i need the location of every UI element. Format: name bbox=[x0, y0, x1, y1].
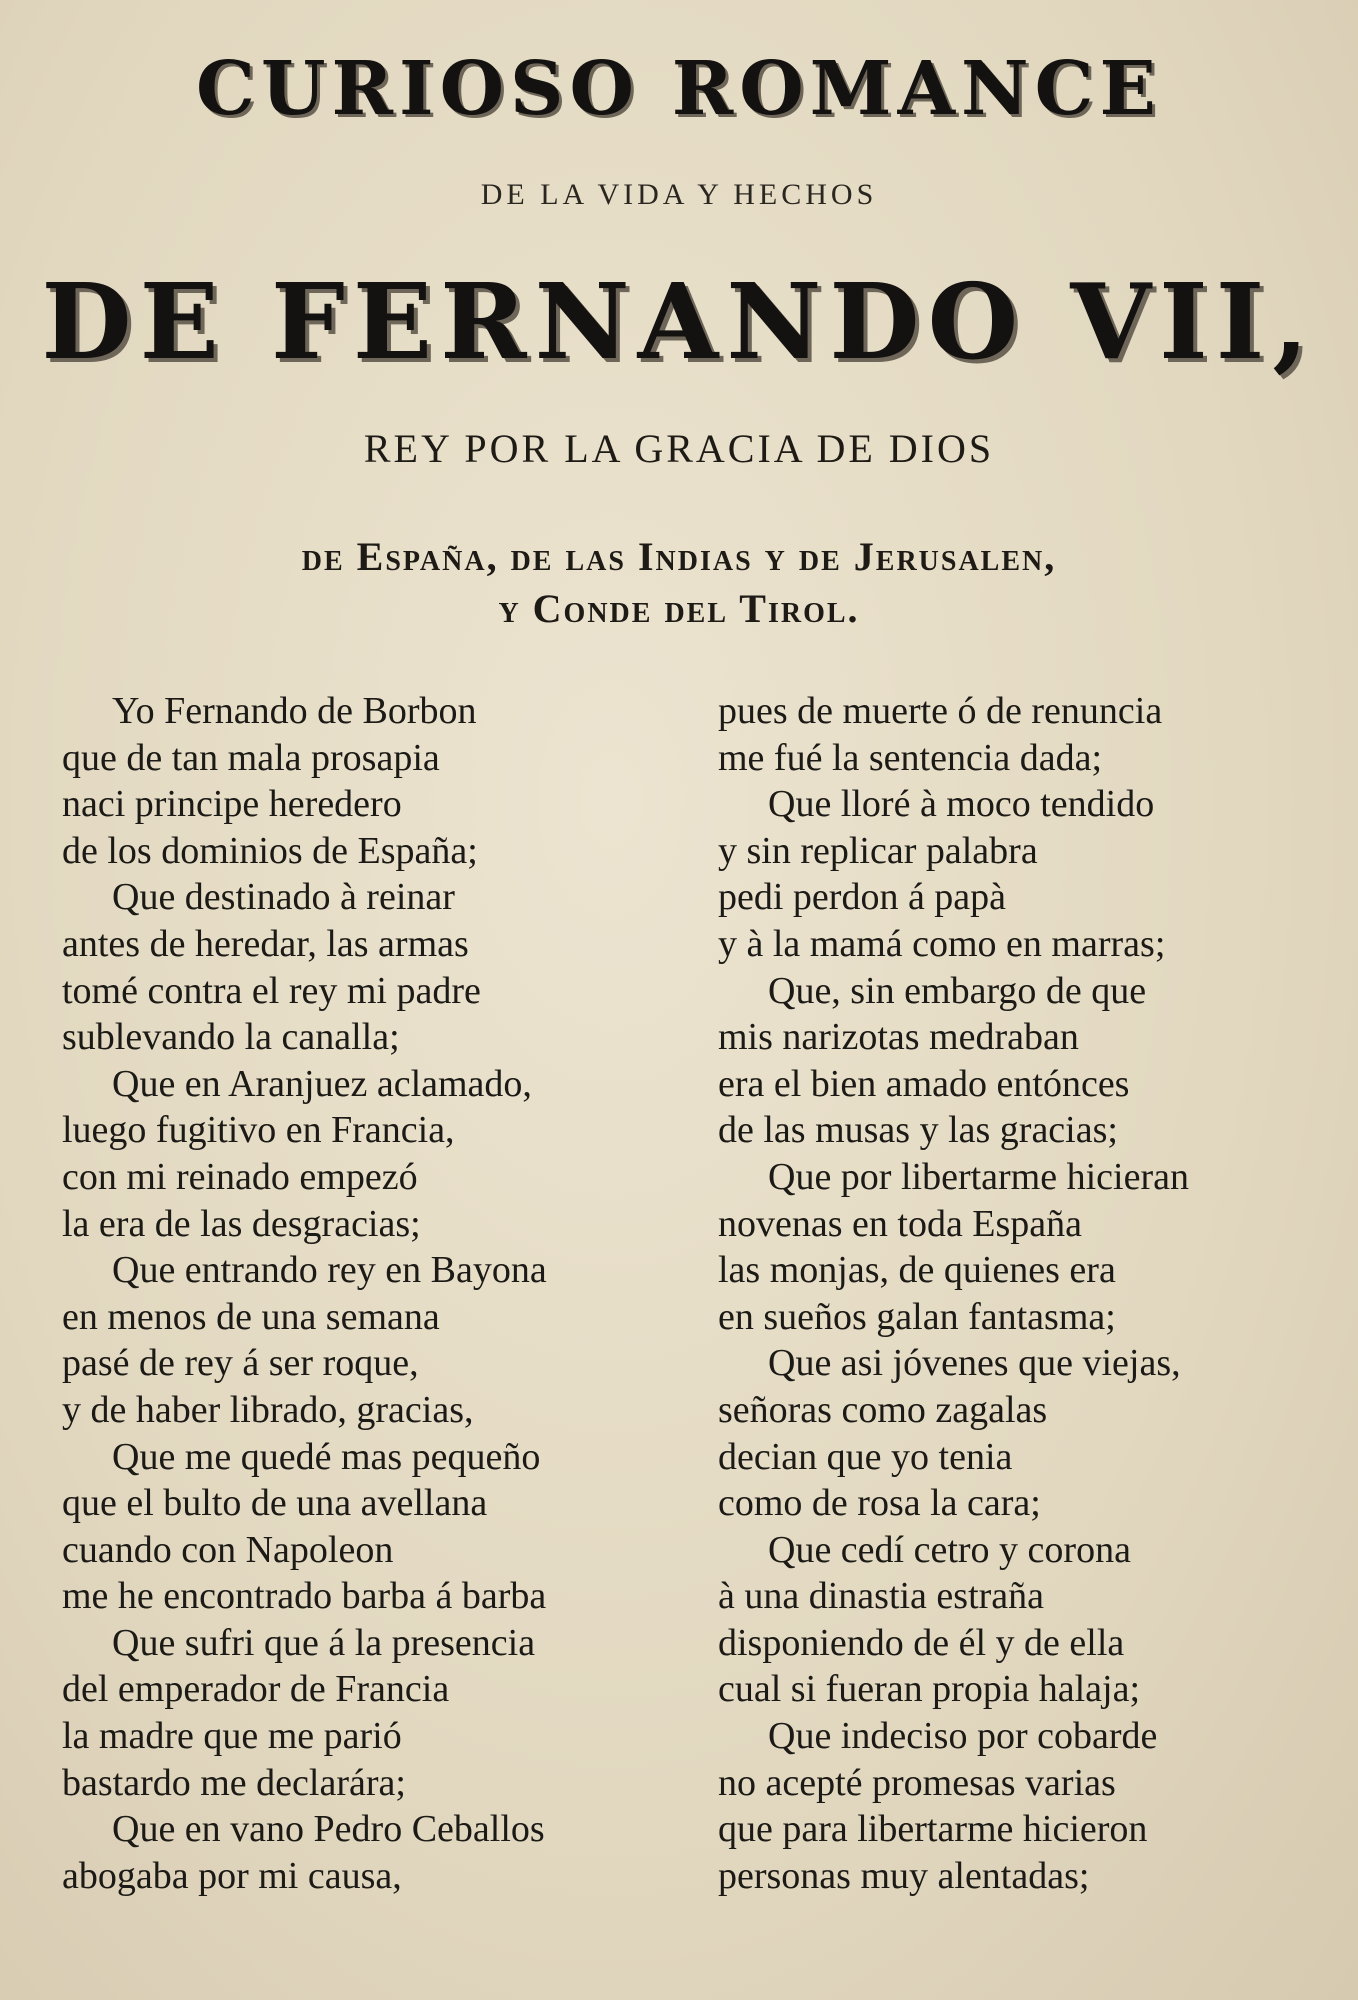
verse-line: que para libertarme hicieron bbox=[718, 1808, 1148, 1851]
verse-line: decian que yo tenia bbox=[718, 1435, 1013, 1478]
verse-line: y de haber librado, gracias, bbox=[62, 1388, 474, 1431]
verse-line: personas muy alentadas; bbox=[718, 1854, 1090, 1897]
subtitle-line-3: de España, de las Indias y de Jerusalen, bbox=[301, 534, 1057, 579]
verse-line: disponiendo de él y de ella bbox=[718, 1621, 1125, 1664]
verse-line: luego fugitivo en Francia, bbox=[62, 1109, 455, 1152]
poem-right-column bbox=[718, 688, 1338, 1899]
verse-line: Que destinado à reinar bbox=[112, 876, 455, 919]
verse-line: Que indeciso por cobarde bbox=[768, 1715, 1158, 1758]
verse-line: Que sufri que á la presencia bbox=[112, 1621, 536, 1664]
verse-line: pues de muerte ó de renuncia bbox=[718, 690, 1163, 732]
verse-line: Que por libertarme hicieran bbox=[768, 1155, 1189, 1198]
verse-line: sublevando la canalla; bbox=[62, 1016, 400, 1059]
verse-line: à una dinastia estraña bbox=[718, 1575, 1045, 1618]
verse-line: la madre que me parió bbox=[62, 1715, 402, 1758]
verse-line: Yo Fernando de Borbon bbox=[112, 690, 477, 732]
verse-line: señoras como zagalas bbox=[718, 1388, 1048, 1431]
verse-line: pedi perdon á papà bbox=[718, 876, 1007, 919]
verse-line: cual si fueran propia halaja; bbox=[718, 1668, 1141, 1711]
verse-line: naci principe heredero bbox=[62, 783, 402, 826]
verse-line: la era de las desgracias; bbox=[62, 1202, 421, 1245]
subtitle-line-4: y Conde del Tirol. bbox=[498, 586, 860, 631]
verse-line: las monjas, de quienes era bbox=[718, 1249, 1116, 1292]
verse-line: y à la mamá como en marras; bbox=[718, 922, 1166, 965]
verse-line: como de rosa la cara; bbox=[718, 1482, 1041, 1525]
verse-line: del emperador de Francia bbox=[62, 1668, 450, 1711]
verse-line: con mi reinado empezó bbox=[62, 1155, 418, 1198]
verse-line: Que me quedé mas pequeño bbox=[112, 1435, 541, 1478]
verse-line: era el bien amado entónces bbox=[718, 1062, 1130, 1105]
verse-line: mis narizotas medraban bbox=[718, 1016, 1079, 1059]
verse-line: que de tan mala prosapia bbox=[62, 736, 440, 779]
verse-line: en menos de una semana bbox=[62, 1295, 440, 1338]
verse-line: de las musas y las gracias; bbox=[718, 1109, 1118, 1152]
verse-line: abogaba por mi causa, bbox=[62, 1854, 402, 1897]
verse-line: me fué la sentencia dada; bbox=[718, 736, 1103, 779]
verse-line: en sueños galan fantasma; bbox=[718, 1295, 1116, 1338]
verse-line: Que en vano Pedro Ceballos bbox=[112, 1808, 545, 1851]
title-line-2: DE FERNANDO VII, bbox=[41, 260, 1317, 383]
verse-line: Que en Aranjuez aclamado, bbox=[112, 1062, 532, 1105]
verse-line: antes de heredar, las armas bbox=[62, 922, 469, 965]
verse-line: Que, sin embargo de que bbox=[768, 969, 1147, 1012]
verse-line: Que lloré à moco tendido bbox=[768, 783, 1155, 826]
title-line-1: CURIOSO ROMANCE bbox=[196, 46, 1162, 132]
verse-line: Que entrando rey en Bayona bbox=[112, 1249, 547, 1292]
poem-left-column bbox=[62, 688, 702, 1899]
verse-line: tomé contra el rey mi padre bbox=[62, 969, 481, 1012]
subtitle-line-2: REY POR LA GRACIA DE DIOS bbox=[363, 426, 995, 471]
subtitle-line-1: DE LA VIDA Y HECHOS bbox=[480, 178, 878, 211]
verse-line: pasé de rey á ser roque, bbox=[62, 1342, 419, 1385]
verse-line: de los dominios de España; bbox=[62, 829, 478, 872]
verse-line: Que asi jóvenes que viejas, bbox=[768, 1342, 1181, 1385]
verse-line: cuando con Napoleon bbox=[62, 1528, 394, 1571]
verse-line: y sin replicar palabra bbox=[718, 829, 1038, 872]
verse-line: me he encontrado barba á barba bbox=[62, 1575, 547, 1618]
verse-line: Que cedí cetro y corona bbox=[768, 1528, 1131, 1571]
verse-line: bastardo me declarára; bbox=[62, 1761, 406, 1804]
verse-line: no acepté promesas varias bbox=[718, 1761, 1116, 1804]
verse-line: que el bulto de una avellana bbox=[62, 1482, 488, 1525]
verse-line: novenas en toda España bbox=[718, 1202, 1083, 1245]
